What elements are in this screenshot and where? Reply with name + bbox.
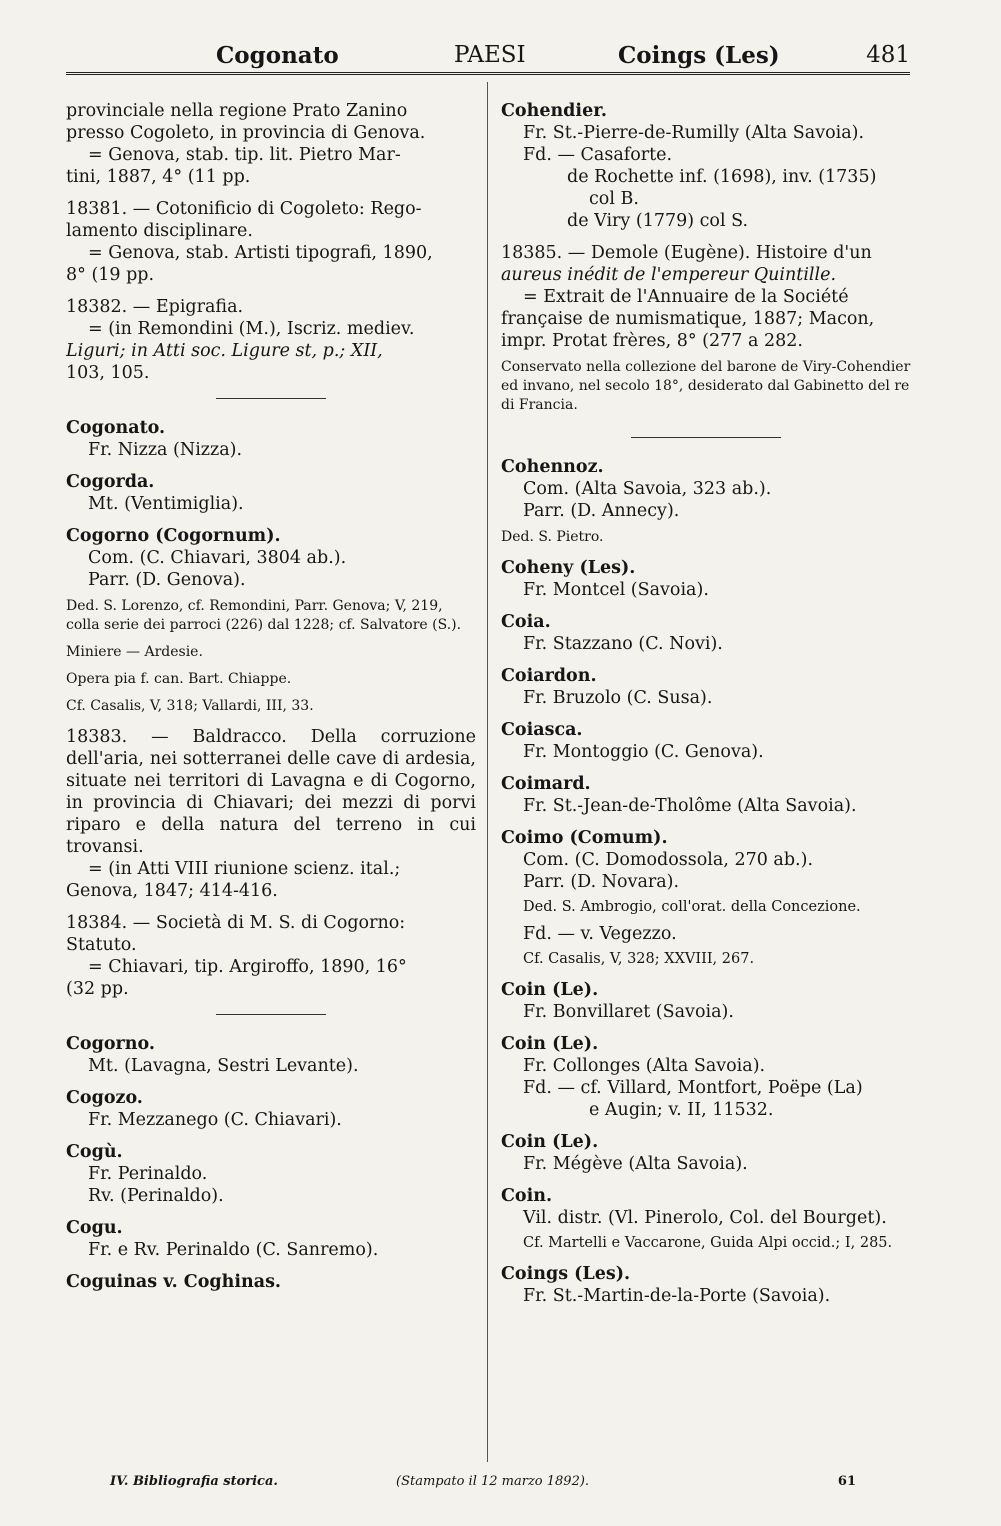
entry-line: Fr. Mégève (Alta Savoia). <box>523 1154 748 1174</box>
right-column <box>501 100 911 1317</box>
headword: Coimard. <box>501 774 591 794</box>
entry-line: Statuto. <box>66 935 137 955</box>
entry-coimo <box>501 827 911 969</box>
entry-line: Fd. — v. Vegezzo. <box>523 924 677 944</box>
entry-note: Cf. Casalis, V, 328; XXVIII, 267. <box>523 951 755 967</box>
entry-line: Fr. Perinaldo. <box>88 1164 208 1184</box>
entry-note: Ded. S. Ambrogio, coll'orat. della Concezione. <box>523 899 861 915</box>
footer-print-date: (Stampato il 12 marzo 1892). <box>396 1474 590 1489</box>
entry-18381 <box>66 198 476 286</box>
header-left-word: Cogonato <box>216 42 339 69</box>
entry-line: Genova, 1847; 414-416. <box>66 881 278 901</box>
separator-rule <box>631 437 781 438</box>
headword: Cogorda. <box>66 472 155 492</box>
headword: Coguinas v. Coghinas. <box>66 1272 282 1292</box>
header-section: PAESI <box>454 42 526 68</box>
entry-coia <box>501 611 911 655</box>
headword: Coimo (Comum). <box>501 828 668 848</box>
entry-line: Fr. Bruzolo (C. Susa). <box>523 688 713 708</box>
entry-cogoleto-continued <box>66 100 476 188</box>
entry-coings <box>501 1263 911 1307</box>
entry-note: Cf. Casalis, V, 318; Vallardi, III, 33. <box>66 698 314 714</box>
entry-line: Fd. — Casaforte. <box>523 145 673 165</box>
headword: Coings (Les). <box>501 1264 631 1284</box>
entry-line: de Rochette inf. (1698), inv. (1735) <box>567 167 877 187</box>
entry-coimard <box>501 773 911 817</box>
entry-note: Ded. S. Pietro. <box>501 529 604 545</box>
entry-cogorno-2 <box>66 1033 476 1077</box>
entry-paragraph: 18383. — Baldracco. Della corruzione dell'aria, nei sotterranei delle cave di ardesia, situate nei territori di Lavagna e di Cogorno, in provincia di Chiavari; dei mezzi di porvi riparo e della natura del terreno in cui trovansi. <box>66 727 476 857</box>
entry-cohendier <box>501 100 911 232</box>
entry-line: Mt. (Lavagna, Sestri Levante). <box>88 1056 359 1076</box>
entry-line: Parr. (D. Genova). <box>88 570 246 590</box>
entry-cogu-1 <box>66 1141 476 1207</box>
entry-line: tini, 1887, 4° (11 pp. <box>66 167 251 187</box>
headword: Coiardon. <box>501 666 597 686</box>
headword: Coin (Le). <box>501 1132 599 1152</box>
entry-line: 18381. — Cotonificio di Cogoleto: Rego- <box>66 199 422 219</box>
entry-line: = Chiavari, tip. Argiroffo, 1890, 16° <box>88 957 407 977</box>
entry-line: e Augin; v. II, 11532. <box>589 1100 774 1120</box>
headword: Coiasca. <box>501 720 583 740</box>
entry-line: Fr. St.-Martin-de-la-Porte (Savoia). <box>523 1286 831 1306</box>
entry-note: Ded. S. Lorenzo, cf. Remondini, Parr. Genova; V, 219, colla serie dei parroci (226) dal 1228; cf. Salvatore (S.). <box>66 598 462 633</box>
left-column <box>66 100 476 1303</box>
headword: Cogorno (Cogornum). <box>66 526 281 546</box>
entry-line: Rv. (Perinaldo). <box>88 1186 224 1206</box>
entry-note: Miniere — Ardesie. <box>66 644 203 660</box>
entry-18383 <box>66 726 476 902</box>
entry-line: 8° (19 pp. <box>66 265 155 285</box>
entry-line: Liguri; in Atti soc. Ligure st, p.; XII, <box>66 341 383 361</box>
entry-line: 18382. — Epigrafia. <box>66 297 244 317</box>
entry-line: de Viry (1779) col S. <box>567 211 749 231</box>
entry-cogozo <box>66 1087 476 1131</box>
entry-note: Cf. Martelli e Vaccarone, Guida Alpi occid.; I, 285. <box>523 1235 893 1251</box>
entry-line: = Extrait de l'Annuaire de la Société <box>523 287 849 307</box>
entry-cogorno <box>66 525 476 716</box>
entry-cogonato <box>66 417 476 461</box>
entry-line: = (in Remondini (M.), Iscriz. mediev. <box>88 319 415 339</box>
headword: Coin. <box>501 1186 553 1206</box>
column-divider <box>487 82 488 1462</box>
entry-line: = (in Atti VIII riunione scienz. ital.; <box>88 859 401 879</box>
entry-line: 103, 105. <box>66 363 150 383</box>
entry-line: Com. (C. Chiavari, 3804 ab.). <box>88 548 347 568</box>
entry-coin-1 <box>501 979 911 1023</box>
entry-note: Conservato nella collezione del barone de Viry-Cohendier ed invano, nel secolo 18°, desiderato dal Gabinetto del re di Francia. <box>501 359 911 413</box>
entry-line: Fr. Nizza (Nizza). <box>88 440 243 460</box>
entry-line: Fr. Stazzano (C. Novi). <box>523 634 723 654</box>
entry-line: Fd. — cf. Villard, Montfort, Poëpe (La) <box>523 1078 863 1098</box>
headword: Cogonato. <box>66 418 166 438</box>
entry-coguinas <box>66 1271 476 1293</box>
entry-line: impr. Protat frères, 8° (277 a 282. <box>501 331 803 351</box>
entry-line: = Genova, stab. Artisti tipografi, 1890, <box>88 243 433 263</box>
headword: Cogu. <box>66 1218 123 1238</box>
entry-line: 18385. — Demole (Eugène). Histoire d'un <box>501 243 872 263</box>
entry-line: française de numismatique, 1887; Macon, <box>501 309 875 329</box>
entry-line: presso Cogoleto, in provincia di Genova. <box>66 123 426 143</box>
header-rule <box>66 72 910 77</box>
entry-line: aureus inédit de l'empereur Quintille. <box>501 265 837 285</box>
headword: Cogù. <box>66 1142 123 1162</box>
headword: Cohendier. <box>501 101 607 121</box>
entry-line: Mt. (Ventimiglia). <box>88 494 244 514</box>
entry-line: Fr. Montoggio (C. Genova). <box>523 742 764 762</box>
headword: Coheny (Les). <box>501 558 636 578</box>
headword: Cohennoz. <box>501 457 604 477</box>
entry-line: Fr. Bonvillaret (Savoia). <box>523 1002 734 1022</box>
entry-coin-3 <box>501 1131 911 1175</box>
headword: Cogozo. <box>66 1088 143 1108</box>
entry-coiardon <box>501 665 911 709</box>
entry-line: Fr. Mezzanego (C. Chiavari). <box>88 1110 342 1130</box>
entry-line: 18384. — Società di M. S. di Cogorno: <box>66 913 406 933</box>
headword: Coin (Le). <box>501 980 599 1000</box>
headword: Cogorno. <box>66 1034 155 1054</box>
separator-rule <box>216 1014 326 1015</box>
entry-note: Opera pia f. can. Bart. Chiappe. <box>66 671 292 687</box>
entry-line: Parr. (D. Novara). <box>523 872 680 892</box>
page-number: 481 <box>866 42 910 68</box>
entry-cogorda <box>66 471 476 515</box>
entry-coiasca <box>501 719 911 763</box>
entry-coin-2 <box>501 1033 911 1121</box>
separator-rule <box>216 398 326 399</box>
entry-line: Com. (Alta Savoia, 323 ab.). <box>523 479 772 499</box>
entry-18384 <box>66 912 476 1000</box>
entry-cogu-2 <box>66 1217 476 1261</box>
entry-line: Vil. distr. (Vl. Pinerolo, Col. del Bourget). <box>523 1208 887 1228</box>
entry-coheny <box>501 557 911 601</box>
entry-line: Fr. St.-Pierre-de-Rumilly (Alta Savoia). <box>523 123 865 143</box>
entry-line: Parr. (D. Annecy). <box>523 501 680 521</box>
entry-18385 <box>501 242 911 415</box>
running-header <box>66 38 910 74</box>
footer-signature: 61 <box>837 1474 856 1489</box>
footer-series: IV. Bibliografia storica. <box>110 1474 278 1489</box>
headword: Coia. <box>501 612 551 632</box>
entry-coin-4 <box>501 1185 911 1253</box>
entry-line: lamento disciplinare. <box>66 221 253 241</box>
entry-line: Fr. St.-Jean-de-Tholôme (Alta Savoia). <box>523 796 857 816</box>
headword: Coin (Le). <box>501 1034 599 1054</box>
entry-line: provinciale nella regione Prato Zanino <box>66 101 408 121</box>
entry-line: = Genova, stab. tip. lit. Pietro Mar- <box>88 145 401 165</box>
entry-line: col B. <box>589 189 639 209</box>
entry-line: Fr. Collonges (Alta Savoia). <box>523 1056 766 1076</box>
entry-cohennoz <box>501 456 911 547</box>
entry-line: Fr. e Rv. Perinaldo (C. Sanremo). <box>88 1240 379 1260</box>
entry-18382 <box>66 296 476 384</box>
entry-line: Fr. Montcel (Savoia). <box>523 580 709 600</box>
entry-line: Com. (C. Domodossola, 270 ab.). <box>523 850 814 870</box>
header-right-word: Coings (Les) <box>618 42 780 69</box>
entry-line: (32 pp. <box>66 979 129 999</box>
